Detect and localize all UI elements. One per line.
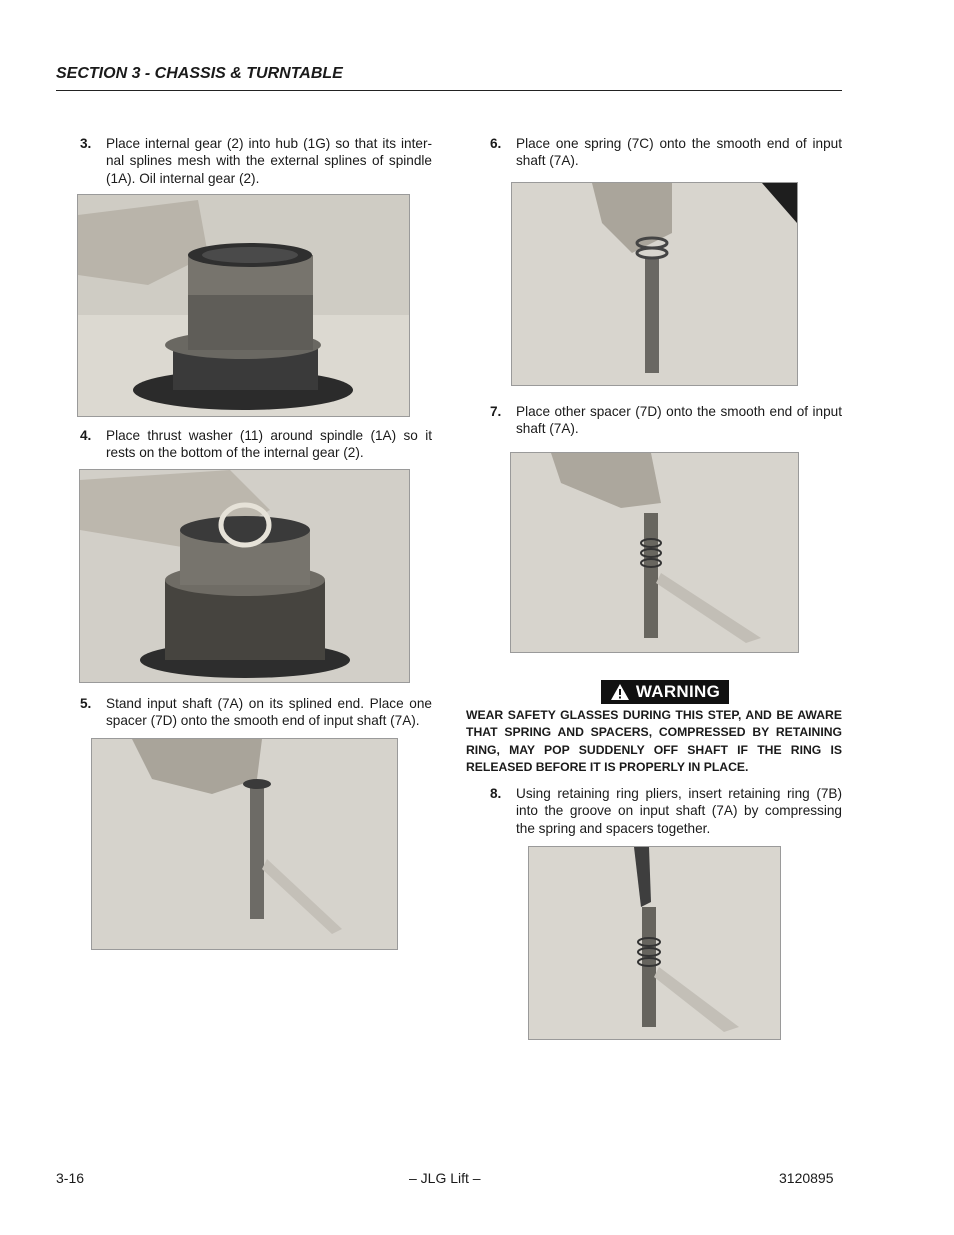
photo-retaining-ring-pliers (528, 846, 781, 1040)
header-rule (56, 90, 842, 91)
step-text: Using retaining ring pliers, insert retaining ring (7B) into the groove on input shaft (7A) by compressing the spring and spacers together. (516, 786, 842, 836)
warning-triangle-icon (610, 683, 630, 701)
step-number: 5. (80, 696, 92, 711)
step-text: Place other spacer (7D) onto the smooth end of input shaft (7A). (516, 404, 842, 437)
footer-center: – JLG Lift – (409, 1170, 481, 1186)
step-number: 6. (490, 136, 502, 151)
step-6 (490, 135, 842, 171)
photo-second-spacer (510, 452, 799, 653)
doc-number: 3120895 (779, 1170, 834, 1186)
step-text: Stand input shaft (7A) on its splined end. Place one spacer (7D) onto the smooth end of input shaft (7A). (106, 696, 432, 729)
step-7 (490, 403, 842, 439)
photo-internal-gear-into-hub (77, 194, 410, 417)
warning-badge (601, 680, 729, 704)
step-number: 4. (80, 428, 92, 443)
warning-text: WEAR SAFETY GLASSES DURING THIS STEP, AND BE AWARE THAT SPRING AND SPACERS, COMPRESSED BY RETAINING RING, MAY POP SUDDENLY OFF SHAFT IF THE RING IS RELEASED BEFORE IT IS PROPERLY IN PLACE. (466, 708, 842, 774)
step-number: 3. (80, 136, 92, 151)
page-number: 3-16 (56, 1170, 85, 1186)
step-8 (490, 785, 842, 839)
warning-label: WARNING (635, 682, 721, 701)
step-3 (80, 135, 432, 189)
step-5 (80, 695, 432, 731)
step-number: 8. (490, 786, 502, 801)
photo-spring-onto-shaft (511, 182, 798, 386)
step-text: Place thrust washer (11) around spindle (1A) so it rests on the bottom of the internal gear (2). (106, 428, 432, 461)
section-title: SECTION 3 - CHASSIS & TURNTABLE (56, 65, 343, 82)
step-4 (80, 427, 432, 463)
step-text: Place internal gear (2) into hub (1G) so that its inter-nal splines mesh with the external splines of spindle (1A). Oil internal gear (2). (106, 136, 432, 186)
photo-shaft-spacer (91, 738, 398, 950)
step-text: Place one spring (7C) onto the smooth end of input shaft (7A). (516, 136, 842, 169)
step-number: 7. (490, 404, 502, 419)
photo-thrust-washer (79, 469, 410, 683)
